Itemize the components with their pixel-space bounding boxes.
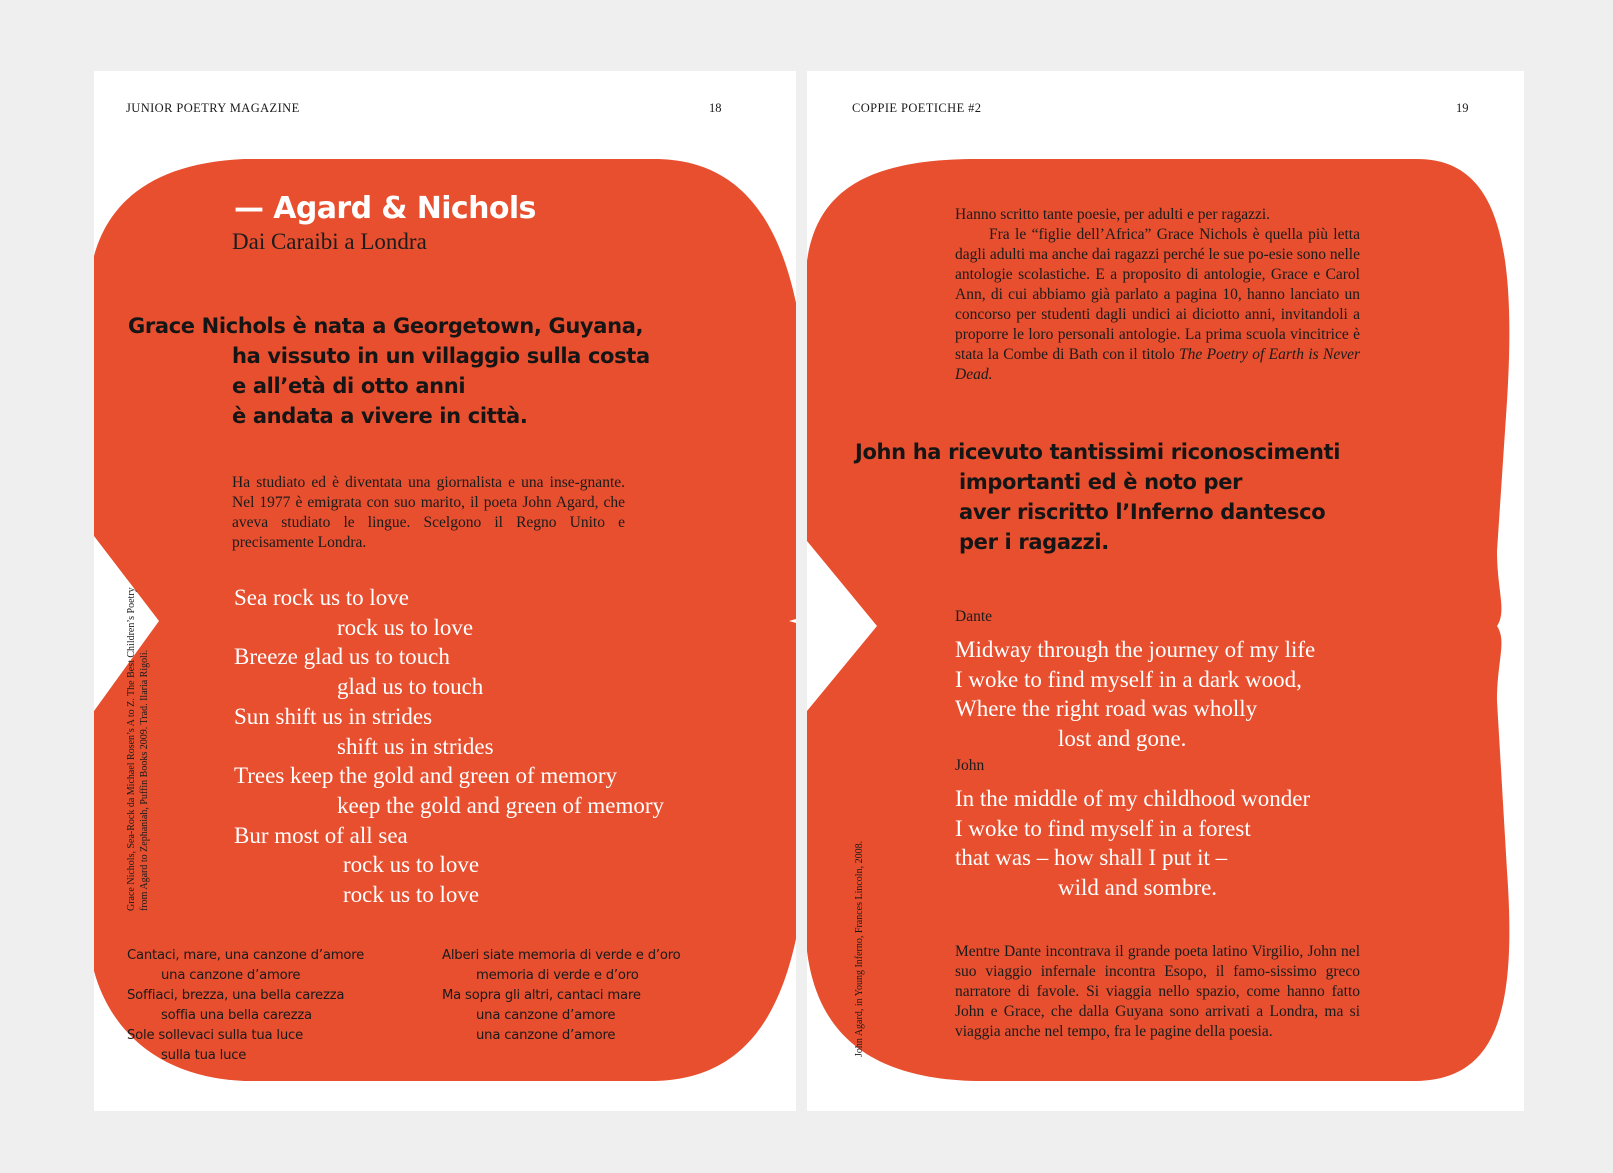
page-number: 18 bbox=[709, 101, 722, 115]
intro-body-text: Fra le “figlie dell’Africa” Grace Nichols è quella più letta dagli adulti ma anche dai ragazzi perché le sue po-esie sono nelle antologie scolastiche. E a proposito di antologie, Grace e Carol Ann, di cui abbiamo già parlato a pagina 10, hanno lanciato un concorso per studenti dagli undici ai diciotto anni, invitandoli a proporre le loro personali antologie. La prima scuola vincitrice è stata la Combe di Bath con il titolo bbox=[955, 226, 1360, 363]
poem-credit: John Agard, in Young Inferno, Frances Lincoln, 2008. bbox=[854, 840, 865, 1057]
translation-line: una canzone d’amore bbox=[476, 1008, 616, 1023]
intro-body bbox=[955, 225, 1360, 385]
poem-line: I woke to find myself in a dark wood, bbox=[955, 666, 1302, 692]
poem-line: Midway through the journey of my life bbox=[955, 637, 1316, 662]
translation-line: soffia una bella carezza bbox=[161, 1008, 312, 1023]
intro-line: Hanno scritto tante poesie, per adulti e per ragazzi. bbox=[955, 206, 1271, 223]
body-paragraph: Ha studiato ed è diventata una giornalista e una inse-gnante. Nel 1977 è emigrata con suo marito, il poeta John Agard, che aveva studiato le lingue. Scelgono il Regno Unito e precisamente Londra. bbox=[232, 474, 625, 551]
anthology-title: The Poetry of Earth is Never Dead. bbox=[955, 346, 1360, 383]
poem-line: shift us in strides bbox=[337, 733, 494, 759]
credit-line: from Agard to Zephaniah, Puffin Books 2009. Trad. Ilaria Rigoli. bbox=[139, 649, 150, 911]
translation-line: una canzone d’amore bbox=[476, 1028, 616, 1043]
poem-line: that was – how shall I put it – bbox=[955, 845, 1228, 871]
translation-line: Soffiaci, brezza, una bella carezza bbox=[127, 988, 345, 1003]
translation-column-1 bbox=[127, 946, 364, 1066]
poem-line: In the middle of my childhood wonder bbox=[955, 786, 1311, 811]
speaker-label-dante: Dante bbox=[955, 608, 993, 625]
article-title: — Agard & Nichols bbox=[234, 191, 536, 226]
intro-paragraph bbox=[955, 205, 1360, 385]
poem-line: rock us to love bbox=[337, 614, 474, 640]
page-number: 19 bbox=[1456, 101, 1469, 115]
running-head: JUNIOR POETRY MAGAZINE bbox=[126, 101, 300, 115]
poem-line: wild and sombre. bbox=[1058, 875, 1218, 901]
poem-line: glad us to touch bbox=[337, 674, 484, 700]
poem-line: I woke to find myself in a forest bbox=[955, 815, 1251, 841]
running-head: COPPIE POETICHE #2 bbox=[852, 101, 982, 115]
translation-line: Ma sopra gli altri, cantaci mare bbox=[442, 988, 641, 1003]
speaker-label-john: John bbox=[955, 757, 985, 774]
translation-line: sulla tua luce bbox=[161, 1048, 247, 1063]
translation-line: Cantaci, mare, una canzone d’amore bbox=[127, 948, 365, 963]
translation-line: Sole sollevaci sulla tua luce bbox=[127, 1028, 303, 1043]
article-subtitle: Dai Caraibi a Londra bbox=[232, 229, 427, 254]
poem-line: Where the right road was wholly bbox=[955, 696, 1258, 722]
poem-line: Bur most of all sea bbox=[234, 822, 408, 848]
pull-quote-line: aver riscritto l’Inferno dantesco bbox=[959, 500, 1326, 524]
poem-line: rock us to love bbox=[343, 852, 480, 878]
poem-line: Breeze glad us to touch bbox=[234, 644, 450, 670]
pull-quote-line: Grace Nichols è nata a Georgetown, Guyana, bbox=[128, 314, 644, 338]
pull-quote-line: John ha ricevuto tantissimi riconoscimenti bbox=[855, 440, 1341, 464]
pull-quote-line: per i ragazzi. bbox=[959, 530, 1109, 554]
poem-credit bbox=[125, 587, 151, 911]
translation-line: una canzone d’amore bbox=[161, 968, 301, 983]
pull-quote-line: importanti ed è noto per bbox=[959, 470, 1243, 494]
pull-quote-line: e all’età di otto anni bbox=[232, 374, 466, 398]
poem-sea-rock bbox=[234, 583, 664, 910]
pull-quote-line: ha vissuto in un villaggio sulla costa bbox=[232, 344, 650, 368]
poem-line: Sun shift us in strides bbox=[234, 703, 433, 729]
translation-line: Alberi siate memoria di verde e d’oro bbox=[442, 948, 681, 963]
poem-line: Sea rock us to love bbox=[234, 585, 410, 610]
right-page bbox=[807, 71, 1524, 1111]
pull-quote-line: è andata a vivere in città. bbox=[232, 404, 528, 428]
poem-dante bbox=[955, 635, 1315, 754]
closing-paragraph: Mentre Dante incontrava il grande poeta latino Virgilio, John nel suo viaggio infernale incontra Esopo, il famo-sissimo greco narratore di favole. Si viaggia nello spazio, come hanno fatto John e Grace, che dalla Guyana sono arrivati a Londra, ma si viaggia anche nel tempo, fra le pagine della poesia. bbox=[955, 943, 1360, 1040]
poem-john bbox=[955, 784, 1310, 903]
pull-quote bbox=[128, 311, 650, 431]
poem-line: lost and gone. bbox=[1058, 726, 1187, 752]
poem-line: keep the gold and green of memory bbox=[337, 792, 664, 818]
poem-line: rock us to love bbox=[343, 882, 480, 908]
translation-line: memoria di verde e d’oro bbox=[476, 968, 639, 983]
translation-column-2 bbox=[442, 946, 681, 1046]
credit-line: Grace Nichols, Sea-Rock da Michael Rosen’s A to Z. The Best Children’s Poetry bbox=[126, 587, 137, 911]
poem-line: Trees keep the gold and green of memory bbox=[234, 763, 618, 789]
pull-quote bbox=[855, 437, 1340, 557]
left-page bbox=[94, 71, 796, 1111]
